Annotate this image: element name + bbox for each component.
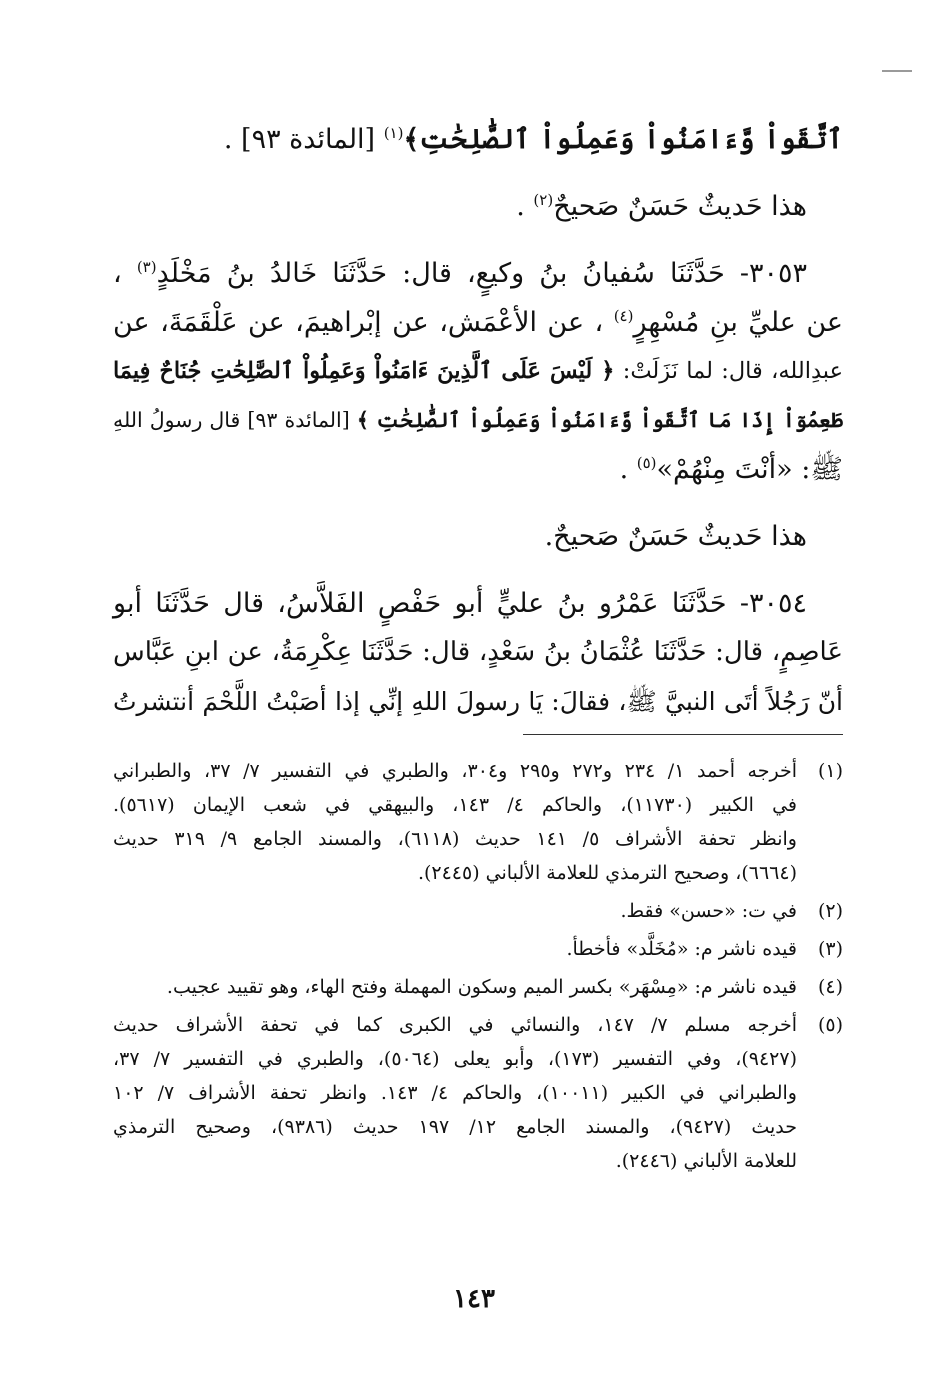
hadith-3054-line-1: ٣٠٥٤- حَدَّثَنَا عَمْرُو بنُ عليٍّ أبو حَفْصٍ الفَلاَّسُ، قال حَدَّثَنَا أبو: [113, 588, 807, 619]
footnote-number: (٢): [817, 900, 843, 922]
footnote-ref: (٥): [636, 454, 657, 472]
footnote-line: حديث (٩٤٢٧)، والمسند الجامع ١٢/ ١٩٧ حديث (٩٣٨٦)، وصحيح الترمذي: [113, 1116, 797, 1138]
footnote-line: (٦٦٦٤)، وصحيح الترمذي للعلامة الألباني (٢٤٤٥).: [417, 862, 797, 884]
hadith-3053-line-3: عبدِالله، قال: لما نَزَلَتْ: ﴿ لَيْسَ عَلَى ٱلَّذِينَ ءَامَنُواْ وَعَمِلُواْ ٱلصَّٰلِحَٰتِ جُنَاحٌ فِيمَا: [113, 358, 843, 384]
quran-text: ٱتَّقَواْ وَّءَامَنُواْ وَعَمِلُواْ ٱلصَّٰلِحَٰتِ﴾: [403, 124, 843, 155]
corner-mark: [882, 70, 912, 72]
footnote-line: (٩٤٢٧)، وفي التفسير (١٧٣)، وأبو يعلى (٥٠٦٤)، والطبري في التفسير ٧/ ٣٧،: [113, 1048, 798, 1070]
hadith-3053-line-4: طَعِمُوٓاْ إِذَا مَا ٱتَّقَواْ وَّءَامَنُواْ وَعَمِلُواْ ٱلصَّٰلِحَٰتِ ﴾ [المائدة ٩٣] قال رسولُ اللهِ: [113, 408, 843, 432]
hadith-grade: هذا حَديثٌ حَسَنٌ صَحيحٌ$^{(٢)}$ .: [516, 191, 807, 222]
quran-text: طَعِمُوٓاْ إِذَا مَا ٱتَّقَواْ وَّءَامَنُواْ وَعَمِلُواْ ٱلصَّٰلِحَٰتِ ﴾: [356, 408, 843, 432]
verse-line: [113, 115, 843, 164]
footnote-ref: (٣): [136, 258, 157, 276]
footnote-number: (٥): [817, 1014, 843, 1036]
footnote-1: [113, 754, 843, 890]
quran-text: ﴿ لَيْسَ عَلَى ٱلَّذِينَ ءَامَنُواْ وَعَمِلُواْ ٱلصَّٰلِحَٰتِ جُنَاحٌ فِيمَا: [113, 358, 615, 384]
footnote-number: (٤): [817, 976, 843, 998]
page-number: ١٤٣: [453, 1284, 495, 1314]
footnote-separator: [523, 734, 843, 735]
footnote-line: للعلامة الألباني (٢٤٤٦).: [615, 1150, 797, 1172]
footnotes: [113, 754, 843, 1182]
footnote-ref: (٤): [613, 307, 634, 325]
footnote-2: [113, 894, 843, 928]
hadith-3054-line-2: عَاصِمٍ، قال: حَدَّثَنَا عُثْمَانُ بنُ سَعْدٍ، قال: حَدَّثَنَا عِكْرِمَةُ، عن ابنِ عَبَّاس: [113, 637, 843, 667]
footnote-4: [113, 970, 843, 1004]
footnote-line: أخرجه مسلم ٧/ ١٤٧، والنسائي في الكبرى كما في تحفة الأشراف حديث: [113, 1014, 797, 1036]
main-text: [113, 115, 843, 726]
footnote-line: قيده ناشر م: «مُخَلَّد» فأخطأ.: [566, 938, 797, 960]
footnote-3: [113, 932, 843, 966]
footnote-line: في ت: «حسن» فقط.: [620, 900, 797, 922]
hadith-grade: هذا حَديثٌ حَسَنٌ صَحيحٌ.: [544, 521, 807, 552]
footnote-line: في الكبير (١١٧٣٠)، والحاكم ٤/ ١٤٣، والبيهقي في شعب الإيمان (٥٦١٧).: [113, 794, 797, 816]
footnote-number: (١): [817, 760, 843, 782]
footnote-ref: (١): [383, 124, 404, 142]
hadith-3053-line-1: ٣٠٥٣- حَدَّثَنَا سُفيانُ بنُ وكيعٍ، قال: حَدَّثَنَا خَالدُ بنُ مَخْلَدٍ$^{(٣)}$ ،: [113, 258, 807, 289]
footnote-ref: (٢): [533, 191, 554, 209]
footnote-line: قيده ناشر م: «مِسْهَر» بكسر الميم وسكون المهملة وفتح الهاء، وهو تقييد عجيب.: [166, 976, 797, 998]
footnote-5: [113, 1008, 843, 1178]
footnote-line: أخرجه أحمد ١/ ٢٣٤ و٢٧٢ و٢٩٥ و٣٠٤، والطبري في التفسير ٧/ ٣٧، والطبراني: [113, 760, 797, 782]
footnote-number: (٣): [817, 938, 843, 960]
footnote-line: وانظر تحفة الأشراف ٥/ ١٤١ حديث (٦١١٨)، والمسند الجامع ٩/ ٣١٩ حديث: [113, 828, 797, 850]
hadith-3053-line-2: عن عليِّ بنِ مُسْهِرٍ$^{(٤)}$ ، عن الأعْمَش، عن إبْراهيمَ، عن عَلْقَمَةَ، عن: [113, 307, 843, 338]
footnote-line: والطبراني في الكبير (١٠٠١١)، والحاكم ٤/ ١٤٣. وانظر تحفة الأشراف ٧/ ١٠٢: [113, 1082, 797, 1104]
verse-reference: [المائدة ٩٣] .: [223, 124, 384, 155]
hadith-3054-line-3: أنّ رَجُلاً أتَى النبيَّ ﷺ، فقالَ: يَا رسولَ اللهِ إنِّي إذا أصَبْتُ اللَّحْمَ أنتشرتُ: [113, 687, 844, 716]
hadith-3053-line-5: ﷺ: «أنْتَ مِنْهُمْ»$^{(٥)}$ .: [619, 454, 843, 485]
